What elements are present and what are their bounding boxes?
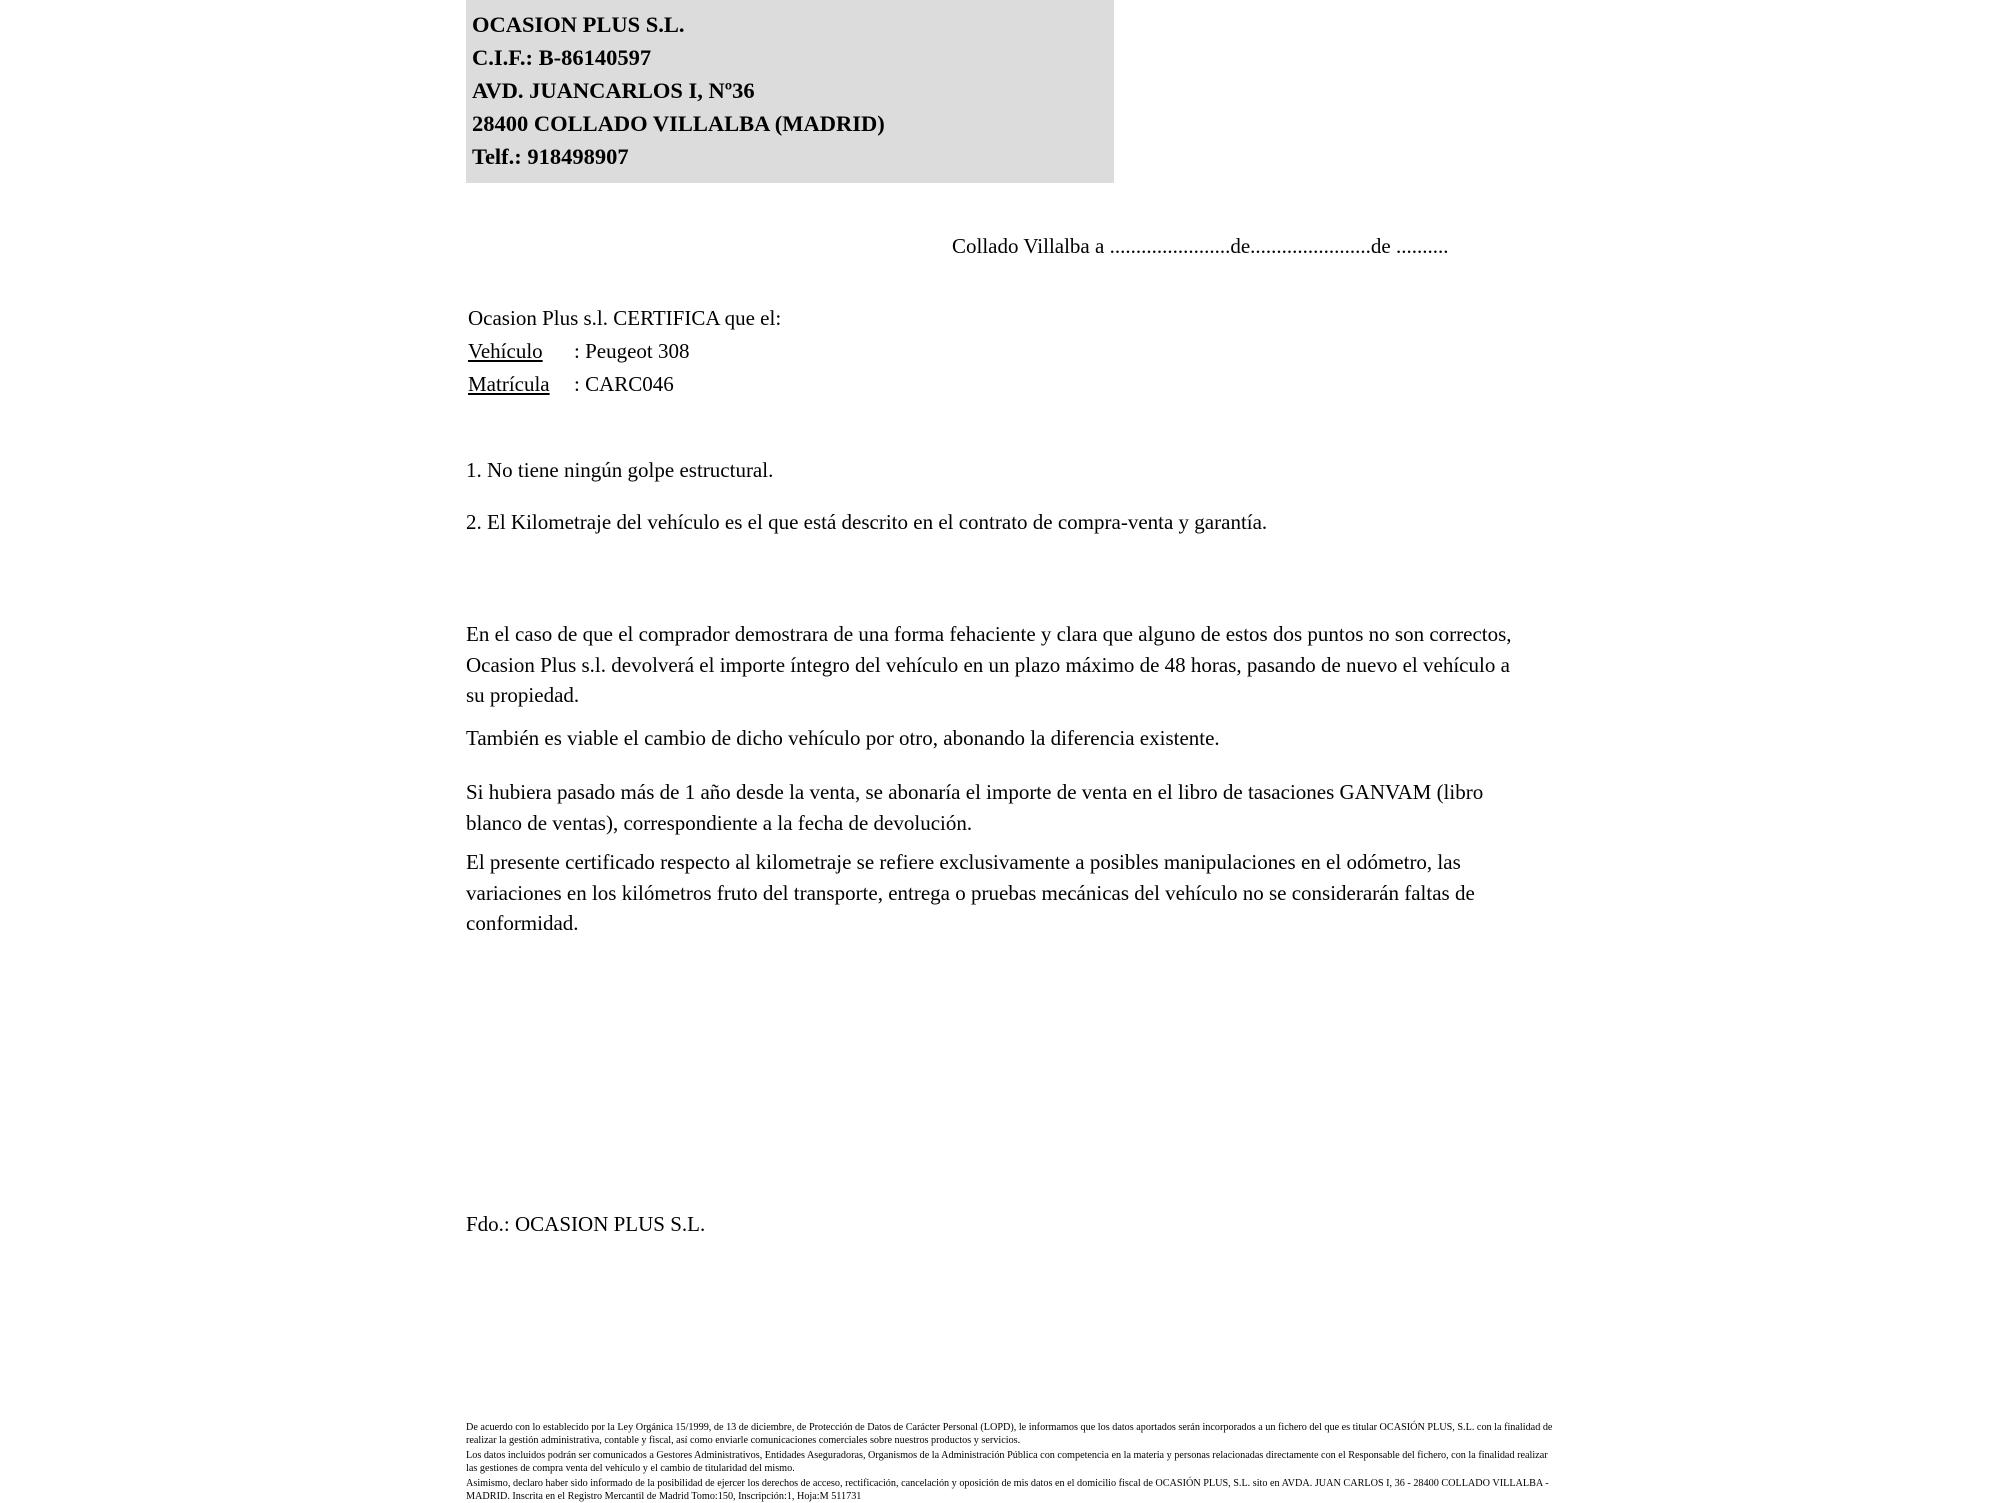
plate-label: Matrícula — [468, 372, 550, 396]
certification-block — [468, 302, 781, 401]
company-cif: C.I.F.: B-86140597 — [472, 45, 652, 70]
paragraph-refund: En el caso de que el comprador demostrara de una forma fehaciente y clara que alguno de estos dos puntos no son correctos, Ocasion Plus s.l. devolverá el importe íntegro del vehículo en un plazo máximo de 48 horas, pasando de nuevo el vehículo a su propiedad. — [466, 622, 1512, 707]
vehicle-row — [468, 335, 781, 368]
date-line: Collado Villalba a .......................de.......................de .......... — [952, 234, 1449, 258]
legal-paragraph-1: De acuerdo con lo establecido por la Ley Orgánica 15/1999, de 13 de diciembre, de Protección de Datos de Carácter Personal (LOPD), le informamos que los datos aportados serán incorporados a un fichero del que es titular OCASIÓN PLUS, S.L. con la finalidad de realizar la gestión administrativa, contable y fiscal, así como enviarle comunicaciones comerciales sobre nuestros productos y servicios. — [466, 1422, 1553, 1446]
certifies-intro: Ocasion Plus s.l. CERTIFICA que el: — [468, 306, 782, 330]
legal-paragraph-2: Los datos incluidos podrán ser comunicados a Gestores Administrativos, Entidades Aseguradoras, Organismos de la Administración Pública con competencia en la materia y personas relacionadas directamente con el Responsable del fichero, con la finalidad realizar las gestiones de compra venta del vehículo y el cambio de titularidad del mismo. — [466, 1450, 1548, 1474]
point-1: 1. No tiene ningún golpe estructural. — [466, 458, 774, 482]
company-city: 28400 COLLADO VILLALBA (MADRID) — [472, 111, 885, 136]
paragraph-ganvam: Si hubiera pasado más de 1 año desde la venta, se abonaría el importe de venta en el libro de tasaciones GANVAM (libro blanco de ventas), correspondiente a la fecha de devolución. — [466, 780, 1484, 835]
plate-value: : CARC046 — [574, 372, 674, 396]
paragraph-exchange: También es viable el cambio de dicho vehículo por otro, abonando la diferencia existente. — [466, 726, 1220, 750]
company-phone: Telf.: 918498907 — [472, 144, 629, 169]
signature-line: Fdo.: OCASION PLUS S.L. — [466, 1212, 706, 1236]
vehicle-label: Vehículo — [468, 339, 543, 363]
company-name: OCASION PLUS S.L. — [472, 12, 685, 37]
legal-paragraph-3: Asimismo, declaro haber sido informado de la posibilidad de ejercer los derechos de acceso, rectificación, cancelación y oposición de mis datos en el domicilio fiscal de OCASIÓN PLUS, S.L. sito en AVDA. JUAN CARLOS I, 36 - 28400 COLLADO VILLALBA - MADRID. Inscrita en el Registro Mercantil de Madrid Tomo:150, Inscripción:1, Hoja:M 511731 — [466, 1478, 1549, 1502]
company-header-block — [466, 0, 1114, 183]
company-address: AVD. JUANCARLOS I, Nº36 — [472, 78, 755, 103]
legal-notice — [466, 1422, 1556, 1503]
paragraph-odometer: El presente certificado respecto al kilometraje se refiere exclusivamente a posibles manipulaciones en el odómetro, las variaciones en los kilómetros fruto del transporte, entrega o pruebas mecánicas del vehículo no se considerarán faltas de conformidad. — [466, 850, 1475, 935]
plate-row — [468, 368, 781, 401]
point-2: 2. El Kilometraje del vehículo es el que está descrito en el contrato de compra-venta y garantía. — [466, 510, 1268, 534]
vehicle-value: : Peugeot 308 — [574, 339, 690, 363]
